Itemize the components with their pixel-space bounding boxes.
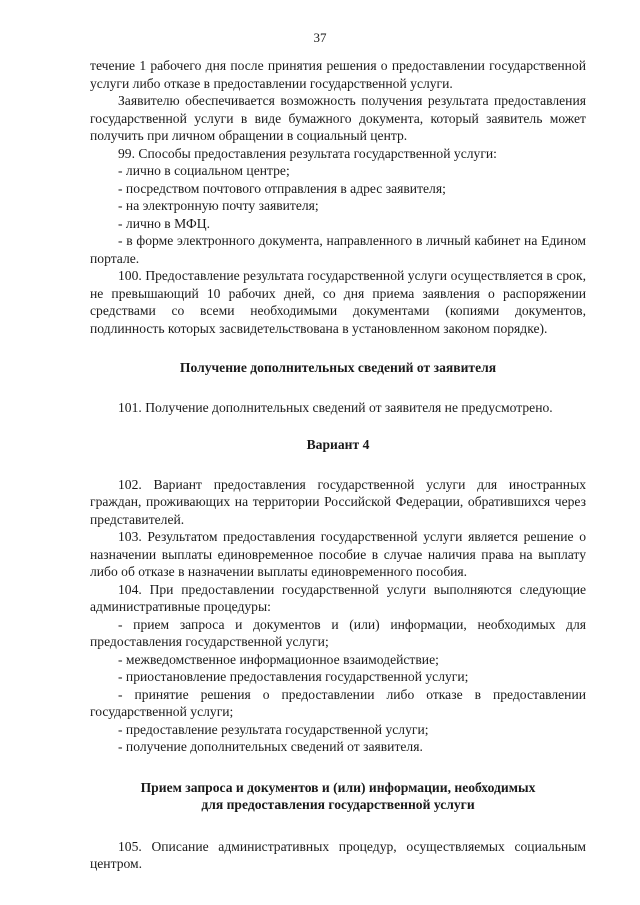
list-item-99-1: - лично в социальном центре; — [118, 163, 290, 178]
paragraph-103: 103. Результатом предоставления государственной услуги является решение о назначении выплаты единовременное пособие в случае наличия права на выплату либо об отказе в назначении выплаты единовременного пособия. — [90, 529, 586, 579]
heading-line-2: для предоставления государственной услуги — [201, 797, 475, 812]
list-item-99-5: - в форме электронного документа, направленного в личный кабинет на Едином портале. — [90, 233, 586, 266]
paragraph-104: 104. При предоставлении государственной услуги выполняются следующие административные процедуры: — [90, 581, 586, 614]
section-heading-additional-info: Получение дополнительных сведений от заявителя — [179, 360, 497, 375]
list-item-104-3: - приостановление предоставления государственной услуги; — [118, 669, 469, 684]
list-item-104-5: - предоставление результата государственной услуги; — [118, 721, 429, 737]
paragraph-100: 100. Предоставление результата государственной услуги осуществляется в срок, не превышающий 10 рабочих дней, со дня приема заявления о распоряжении средствами со всеми необходимыми документами (копиями документов, подлинность которых засвидетельствована в установленном законом порядке). — [90, 268, 586, 336]
paragraph-102: 102. Вариант предоставления государственной услуги для иностранных граждан, проживающих на территории Российской Федерации, обратившихся через представителей. — [90, 476, 586, 527]
paragraph-continuation: течение 1 рабочего дня после принятия решения о предоставлении государственной услуги либо отказе в предоставлении государственной услуги. — [90, 58, 586, 91]
list-item-104-2: - межведомственное информационное взаимодействие; — [118, 651, 439, 667]
paragraph-paper-document: Заявителю обеспечивается возможность получения результата предоставления государственной услуги в виде бумажного документа, который заявитель может получить при личном обращении в социальный центр. — [90, 93, 586, 143]
list-item-99-2: - посредством почтового отправления в адрес заявителя; — [118, 180, 446, 196]
list-item-99-4: - лично в МФЦ. — [118, 215, 210, 231]
paragraph-99: 99. Способы предоставления результата государственной услуги: — [118, 145, 497, 161]
list-item-99-3: - на электронную почту заявителя; — [118, 198, 319, 213]
document-body — [90, 57, 586, 873]
list-item-104-4: - принятие решения о предоставлении либо отказе в предоставлении государственной услуги; — [90, 686, 586, 719]
heading-line-1: Прием запроса и документов и (или) информации, необходимых — [140, 779, 536, 795]
section-heading-request-reception — [90, 779, 586, 814]
paragraph-101: 101. Получение дополнительных сведений от заявителя не предусмотрено. — [118, 399, 553, 415]
section-heading-variant-4: Вариант 4 — [306, 437, 370, 452]
list-item-104-1: - прием запроса и документов и (или) информации, необходимых для предоставления государственной услуги; — [90, 616, 586, 649]
page-number: 37 — [313, 30, 327, 45]
list-item-104-6: - получение дополнительных сведений от заявителя. — [118, 739, 423, 754]
paragraph-105: 105. Описание административных процедур, осуществляемых социальным центром. — [90, 838, 586, 871]
